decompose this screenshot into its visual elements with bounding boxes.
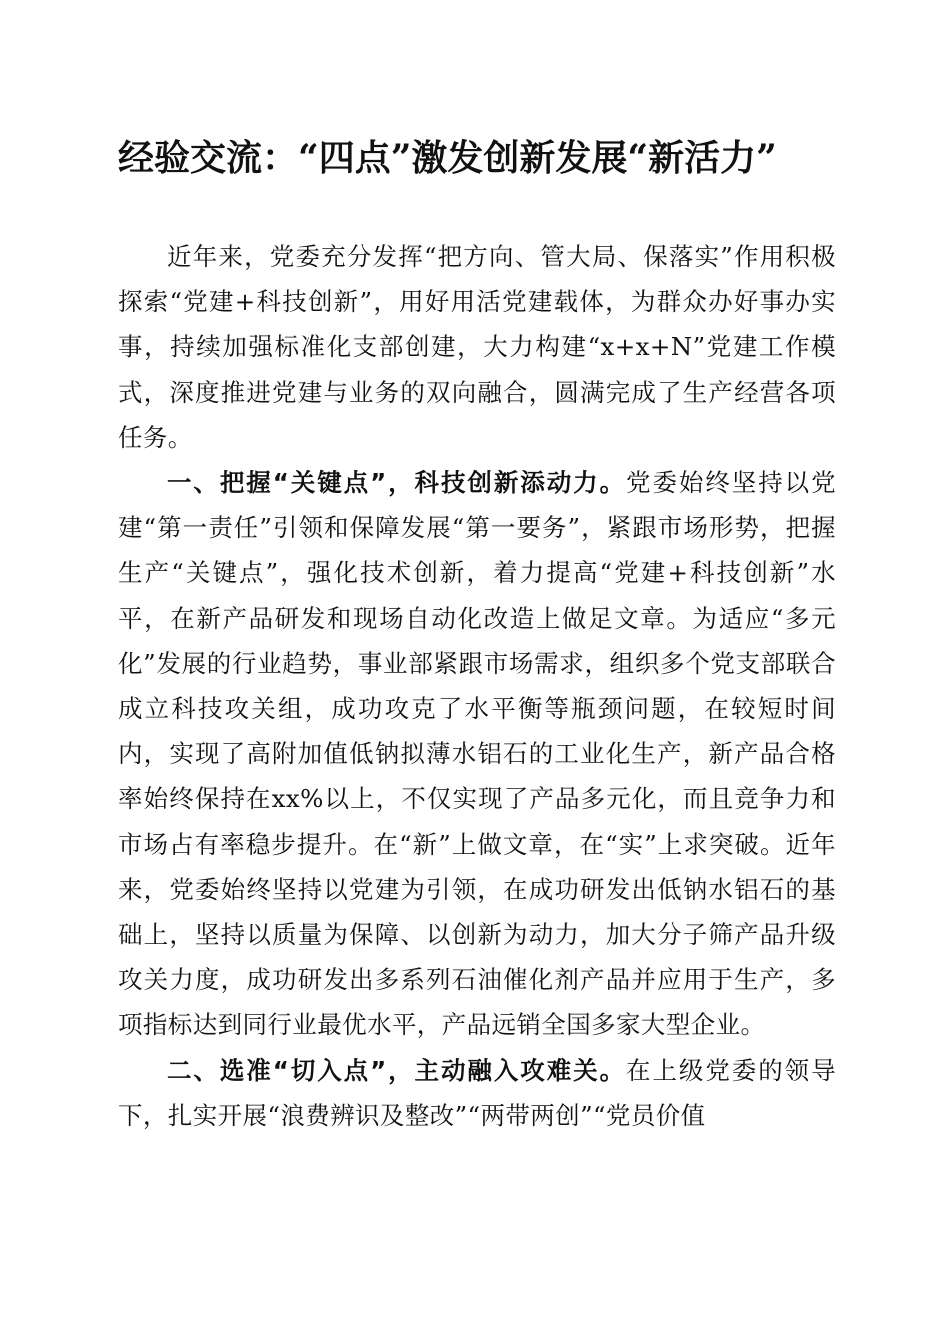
section-text-2: 在上级党委的领导下，扎实开展“浪费辨识及整改”“两带两创”“党员价值 — [118, 1055, 836, 1130]
section-paragraph-1 — [118, 460, 836, 1048]
document-title: 经验交流：“四点”激发创新发展“新活力” — [118, 137, 777, 179]
intro-paragraph: 近年来，党委充分发挥“把方向、管大局、保落实”作用积极探索“党建+科技创新”，用好用活党建载体，为群众办好事办实事，持续加强标准化支部创建，大力构建“x+x+N”党建工作模式，深度推进党建与业务的双向融合，圆满完成了生产经营各项任务。 — [118, 242, 836, 452]
section-paragraph-2 — [118, 1048, 836, 1138]
section-heading-1: 一、把握“关键点”，科技创新添动力。 — [167, 468, 627, 498]
section-heading-2: 二、选准“切入点”，主动融入攻难关。 — [167, 1055, 627, 1085]
document-body — [118, 234, 836, 1138]
section-text-1: 党委始终坚持以党建“第一责任”引领和保障发展“第一要务”，紧跟市场形势，把握生产“关键点”，强化技术创新，着力提高“党建+科技创新”水平，在新产品研发和现场自动化改造上做足文章。为适应“多元化”发展的行业趋势，事业部紧跟市场需求，组织多个党支部联合成立科技攻关组，成功攻克了水平衡等瓶颈问题，在较短时间内，实现了高附加值低钠拟薄水铝石的工业化生产，新产品合格率始终保持在xx%以上，不仅实现了产品多元化，而且竞争力和市场占有率稳步提升。在“新”上做文章，在“实”上求突破。近年来，党委始终坚持以党建为引领，在成功研发出低钠水铝石的基础上，坚持以质量为保障、以创新为动力，加大分子筛产品升级攻关力度，成功研发出多系列石油催化剂产品并应用于生产，多项指标达到同行业最优水平，产品远销全国多家大型企业。 — [118, 468, 836, 1040]
